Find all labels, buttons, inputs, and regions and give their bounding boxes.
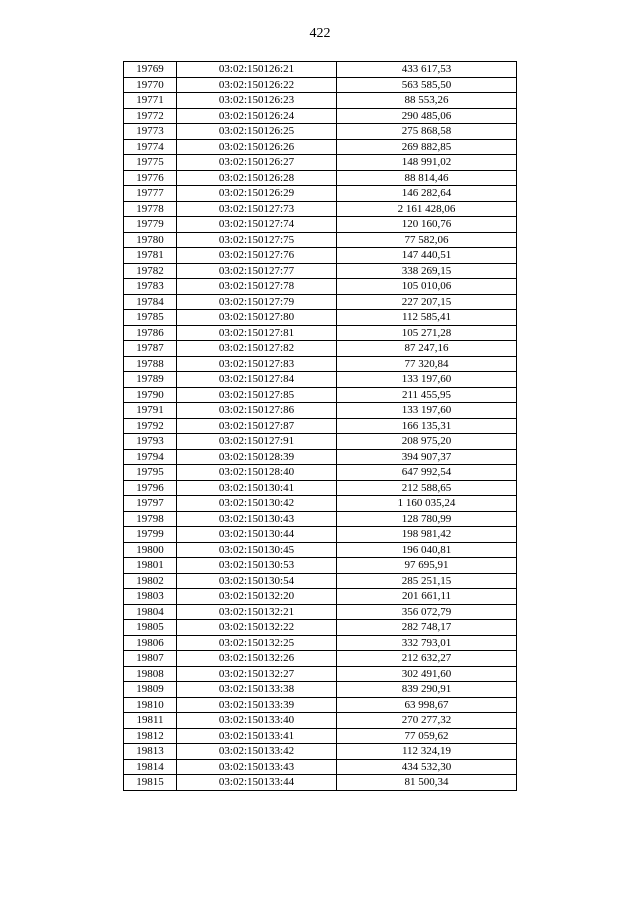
amount-cell: 133 197,60 bbox=[337, 372, 517, 388]
data-table bbox=[123, 61, 517, 791]
amount-cell: 81 500,34 bbox=[337, 775, 517, 791]
table-row bbox=[124, 62, 517, 78]
cadastral-number-cell: 03:02:150130:45 bbox=[177, 542, 337, 558]
amount-cell: 282 748,17 bbox=[337, 620, 517, 636]
cadastral-number-cell: 03:02:150127:79 bbox=[177, 294, 337, 310]
table-body bbox=[124, 62, 517, 791]
table-row bbox=[124, 620, 517, 636]
table-row bbox=[124, 511, 517, 527]
row-number-cell: 19787 bbox=[124, 341, 177, 357]
table-row bbox=[124, 294, 517, 310]
row-number-cell: 19812 bbox=[124, 728, 177, 744]
row-number-cell: 19769 bbox=[124, 62, 177, 78]
cadastral-number-cell: 03:02:150132:25 bbox=[177, 635, 337, 651]
table-row bbox=[124, 372, 517, 388]
table-row bbox=[124, 232, 517, 248]
row-number-cell: 19795 bbox=[124, 465, 177, 481]
cadastral-number-cell: 03:02:150132:26 bbox=[177, 651, 337, 667]
amount-cell: 275 868,58 bbox=[337, 124, 517, 140]
row-number-cell: 19791 bbox=[124, 403, 177, 419]
row-number-cell: 19807 bbox=[124, 651, 177, 667]
row-number-cell: 19776 bbox=[124, 170, 177, 186]
cadastral-number-cell: 03:02:150128:40 bbox=[177, 465, 337, 481]
amount-cell: 166 135,31 bbox=[337, 418, 517, 434]
row-number-cell: 19770 bbox=[124, 77, 177, 93]
cadastral-number-cell: 03:02:150127:83 bbox=[177, 356, 337, 372]
row-number-cell: 19780 bbox=[124, 232, 177, 248]
table-row bbox=[124, 527, 517, 543]
amount-cell: 338 269,15 bbox=[337, 263, 517, 279]
table-row bbox=[124, 542, 517, 558]
cadastral-number-cell: 03:02:150126:26 bbox=[177, 139, 337, 155]
row-number-cell: 19779 bbox=[124, 217, 177, 233]
table-row bbox=[124, 775, 517, 791]
table-row bbox=[124, 744, 517, 760]
table-row bbox=[124, 418, 517, 434]
amount-cell: 201 661,11 bbox=[337, 589, 517, 605]
amount-cell: 120 160,76 bbox=[337, 217, 517, 233]
row-number-cell: 19805 bbox=[124, 620, 177, 636]
table-row bbox=[124, 77, 517, 93]
row-number-cell: 19771 bbox=[124, 93, 177, 109]
row-number-cell: 19773 bbox=[124, 124, 177, 140]
row-number-cell: 19793 bbox=[124, 434, 177, 450]
amount-cell: 269 882,85 bbox=[337, 139, 517, 155]
cadastral-number-cell: 03:02:150127:77 bbox=[177, 263, 337, 279]
row-number-cell: 19808 bbox=[124, 666, 177, 682]
amount-cell: 433 617,53 bbox=[337, 62, 517, 78]
amount-cell: 434 532,30 bbox=[337, 759, 517, 775]
amount-cell: 105 271,28 bbox=[337, 325, 517, 341]
row-number-cell: 19810 bbox=[124, 697, 177, 713]
table-row bbox=[124, 465, 517, 481]
amount-cell: 97 695,91 bbox=[337, 558, 517, 574]
table-row bbox=[124, 248, 517, 264]
amount-cell: 88 814,46 bbox=[337, 170, 517, 186]
amount-cell: 332 793,01 bbox=[337, 635, 517, 651]
cadastral-number-cell: 03:02:150127:91 bbox=[177, 434, 337, 450]
table-row bbox=[124, 201, 517, 217]
row-number-cell: 19811 bbox=[124, 713, 177, 729]
amount-cell: 112 324,19 bbox=[337, 744, 517, 760]
amount-cell: 208 975,20 bbox=[337, 434, 517, 450]
amount-cell: 112 585,41 bbox=[337, 310, 517, 326]
row-number-cell: 19803 bbox=[124, 589, 177, 605]
cadastral-number-cell: 03:02:150126:21 bbox=[177, 62, 337, 78]
table-row bbox=[124, 279, 517, 295]
table-row bbox=[124, 108, 517, 124]
row-number-cell: 19813 bbox=[124, 744, 177, 760]
cadastral-number-cell: 03:02:150126:23 bbox=[177, 93, 337, 109]
amount-cell: 198 981,42 bbox=[337, 527, 517, 543]
table-row bbox=[124, 651, 517, 667]
cadastral-number-cell: 03:02:150127:76 bbox=[177, 248, 337, 264]
cadastral-number-cell: 03:02:150133:42 bbox=[177, 744, 337, 760]
amount-cell: 148 991,02 bbox=[337, 155, 517, 171]
amount-cell: 227 207,15 bbox=[337, 294, 517, 310]
cadastral-number-cell: 03:02:150127:81 bbox=[177, 325, 337, 341]
row-number-cell: 19798 bbox=[124, 511, 177, 527]
table-row bbox=[124, 124, 517, 140]
amount-cell: 63 998,67 bbox=[337, 697, 517, 713]
amount-cell: 196 040,81 bbox=[337, 542, 517, 558]
cadastral-number-cell: 03:02:150127:86 bbox=[177, 403, 337, 419]
row-number-cell: 19789 bbox=[124, 372, 177, 388]
row-number-cell: 19796 bbox=[124, 480, 177, 496]
row-number-cell: 19783 bbox=[124, 279, 177, 295]
table-row bbox=[124, 170, 517, 186]
row-number-cell: 19772 bbox=[124, 108, 177, 124]
table-row bbox=[124, 558, 517, 574]
amount-cell: 270 277,32 bbox=[337, 713, 517, 729]
row-number-cell: 19815 bbox=[124, 775, 177, 791]
amount-cell: 1 160 035,24 bbox=[337, 496, 517, 512]
row-number-cell: 19804 bbox=[124, 604, 177, 620]
row-number-cell: 19774 bbox=[124, 139, 177, 155]
cadastral-number-cell: 03:02:150130:53 bbox=[177, 558, 337, 574]
amount-cell: 839 290,91 bbox=[337, 682, 517, 698]
cadastral-number-cell: 03:02:150127:75 bbox=[177, 232, 337, 248]
cadastral-number-cell: 03:02:150133:44 bbox=[177, 775, 337, 791]
table-row bbox=[124, 480, 517, 496]
amount-cell: 647 992,54 bbox=[337, 465, 517, 481]
table-row bbox=[124, 217, 517, 233]
amount-cell: 77 582,06 bbox=[337, 232, 517, 248]
row-number-cell: 19806 bbox=[124, 635, 177, 651]
table-row bbox=[124, 589, 517, 605]
cadastral-number-cell: 03:02:150127:78 bbox=[177, 279, 337, 295]
row-number-cell: 19800 bbox=[124, 542, 177, 558]
table-row bbox=[124, 604, 517, 620]
amount-cell: 128 780,99 bbox=[337, 511, 517, 527]
amount-cell: 302 491,60 bbox=[337, 666, 517, 682]
row-number-cell: 19788 bbox=[124, 356, 177, 372]
table-row bbox=[124, 263, 517, 279]
table-row bbox=[124, 93, 517, 109]
table-row bbox=[124, 496, 517, 512]
amount-cell: 133 197,60 bbox=[337, 403, 517, 419]
row-number-cell: 19809 bbox=[124, 682, 177, 698]
table-row bbox=[124, 325, 517, 341]
cadastral-number-cell: 03:02:150128:39 bbox=[177, 449, 337, 465]
table-row bbox=[124, 666, 517, 682]
amount-cell: 563 585,50 bbox=[337, 77, 517, 93]
cadastral-number-cell: 03:02:150133:43 bbox=[177, 759, 337, 775]
amount-cell: 356 072,79 bbox=[337, 604, 517, 620]
table-row bbox=[124, 728, 517, 744]
table-row bbox=[124, 449, 517, 465]
amount-cell: 2 161 428,06 bbox=[337, 201, 517, 217]
cadastral-number-cell: 03:02:150127:84 bbox=[177, 372, 337, 388]
amount-cell: 212 632,27 bbox=[337, 651, 517, 667]
table-row bbox=[124, 759, 517, 775]
cadastral-number-cell: 03:02:150132:27 bbox=[177, 666, 337, 682]
cadastral-number-cell: 03:02:150132:22 bbox=[177, 620, 337, 636]
row-number-cell: 19784 bbox=[124, 294, 177, 310]
table-row bbox=[124, 573, 517, 589]
row-number-cell: 19775 bbox=[124, 155, 177, 171]
cadastral-number-cell: 03:02:150127:87 bbox=[177, 418, 337, 434]
cadastral-number-cell: 03:02:150126:28 bbox=[177, 170, 337, 186]
table-row bbox=[124, 682, 517, 698]
cadastral-number-cell: 03:02:150126:25 bbox=[177, 124, 337, 140]
amount-cell: 77 059,62 bbox=[337, 728, 517, 744]
cadastral-number-cell: 03:02:150127:85 bbox=[177, 387, 337, 403]
cadastral-number-cell: 03:02:150130:42 bbox=[177, 496, 337, 512]
amount-cell: 211 455,95 bbox=[337, 387, 517, 403]
row-number-cell: 19777 bbox=[124, 186, 177, 202]
amount-cell: 88 553,26 bbox=[337, 93, 517, 109]
row-number-cell: 19814 bbox=[124, 759, 177, 775]
table-row bbox=[124, 713, 517, 729]
table-row bbox=[124, 356, 517, 372]
table-row bbox=[124, 186, 517, 202]
cadastral-number-cell: 03:02:150127:74 bbox=[177, 217, 337, 233]
cadastral-number-cell: 03:02:150127:80 bbox=[177, 310, 337, 326]
amount-cell: 146 282,64 bbox=[337, 186, 517, 202]
cadastral-number-cell: 03:02:150130:44 bbox=[177, 527, 337, 543]
row-number-cell: 19794 bbox=[124, 449, 177, 465]
amount-cell: 285 251,15 bbox=[337, 573, 517, 589]
table-row bbox=[124, 139, 517, 155]
amount-cell: 87 247,16 bbox=[337, 341, 517, 357]
table-row bbox=[124, 434, 517, 450]
amount-cell: 77 320,84 bbox=[337, 356, 517, 372]
cadastral-number-cell: 03:02:150130:43 bbox=[177, 511, 337, 527]
cadastral-number-cell: 03:02:150133:41 bbox=[177, 728, 337, 744]
cadastral-number-cell: 03:02:150126:29 bbox=[177, 186, 337, 202]
table-row bbox=[124, 310, 517, 326]
cadastral-number-cell: 03:02:150127:82 bbox=[177, 341, 337, 357]
row-number-cell: 19786 bbox=[124, 325, 177, 341]
table-row bbox=[124, 635, 517, 651]
page-number: 422 bbox=[309, 26, 331, 41]
table-row bbox=[124, 155, 517, 171]
row-number-cell: 19785 bbox=[124, 310, 177, 326]
table-row bbox=[124, 387, 517, 403]
row-number-cell: 19782 bbox=[124, 263, 177, 279]
table-row bbox=[124, 697, 517, 713]
row-number-cell: 19801 bbox=[124, 558, 177, 574]
amount-cell: 394 907,37 bbox=[337, 449, 517, 465]
cadastral-number-cell: 03:02:150126:27 bbox=[177, 155, 337, 171]
amount-cell: 290 485,06 bbox=[337, 108, 517, 124]
row-number-cell: 19797 bbox=[124, 496, 177, 512]
cadastral-number-cell: 03:02:150133:38 bbox=[177, 682, 337, 698]
cadastral-number-cell: 03:02:150133:39 bbox=[177, 697, 337, 713]
row-number-cell: 19799 bbox=[124, 527, 177, 543]
cadastral-number-cell: 03:02:150130:54 bbox=[177, 573, 337, 589]
amount-cell: 212 588,65 bbox=[337, 480, 517, 496]
table-row bbox=[124, 341, 517, 357]
cadastral-number-cell: 03:02:150126:24 bbox=[177, 108, 337, 124]
row-number-cell: 19790 bbox=[124, 387, 177, 403]
row-number-cell: 19792 bbox=[124, 418, 177, 434]
cadastral-number-cell: 03:02:150133:40 bbox=[177, 713, 337, 729]
cadastral-number-cell: 03:02:150130:41 bbox=[177, 480, 337, 496]
row-number-cell: 19781 bbox=[124, 248, 177, 264]
cadastral-number-cell: 03:02:150132:20 bbox=[177, 589, 337, 605]
row-number-cell: 19778 bbox=[124, 201, 177, 217]
table-row bbox=[124, 403, 517, 419]
cadastral-number-cell: 03:02:150126:22 bbox=[177, 77, 337, 93]
cadastral-number-cell: 03:02:150127:73 bbox=[177, 201, 337, 217]
cadastral-number-cell: 03:02:150132:21 bbox=[177, 604, 337, 620]
row-number-cell: 19802 bbox=[124, 573, 177, 589]
amount-cell: 105 010,06 bbox=[337, 279, 517, 295]
amount-cell: 147 440,51 bbox=[337, 248, 517, 264]
